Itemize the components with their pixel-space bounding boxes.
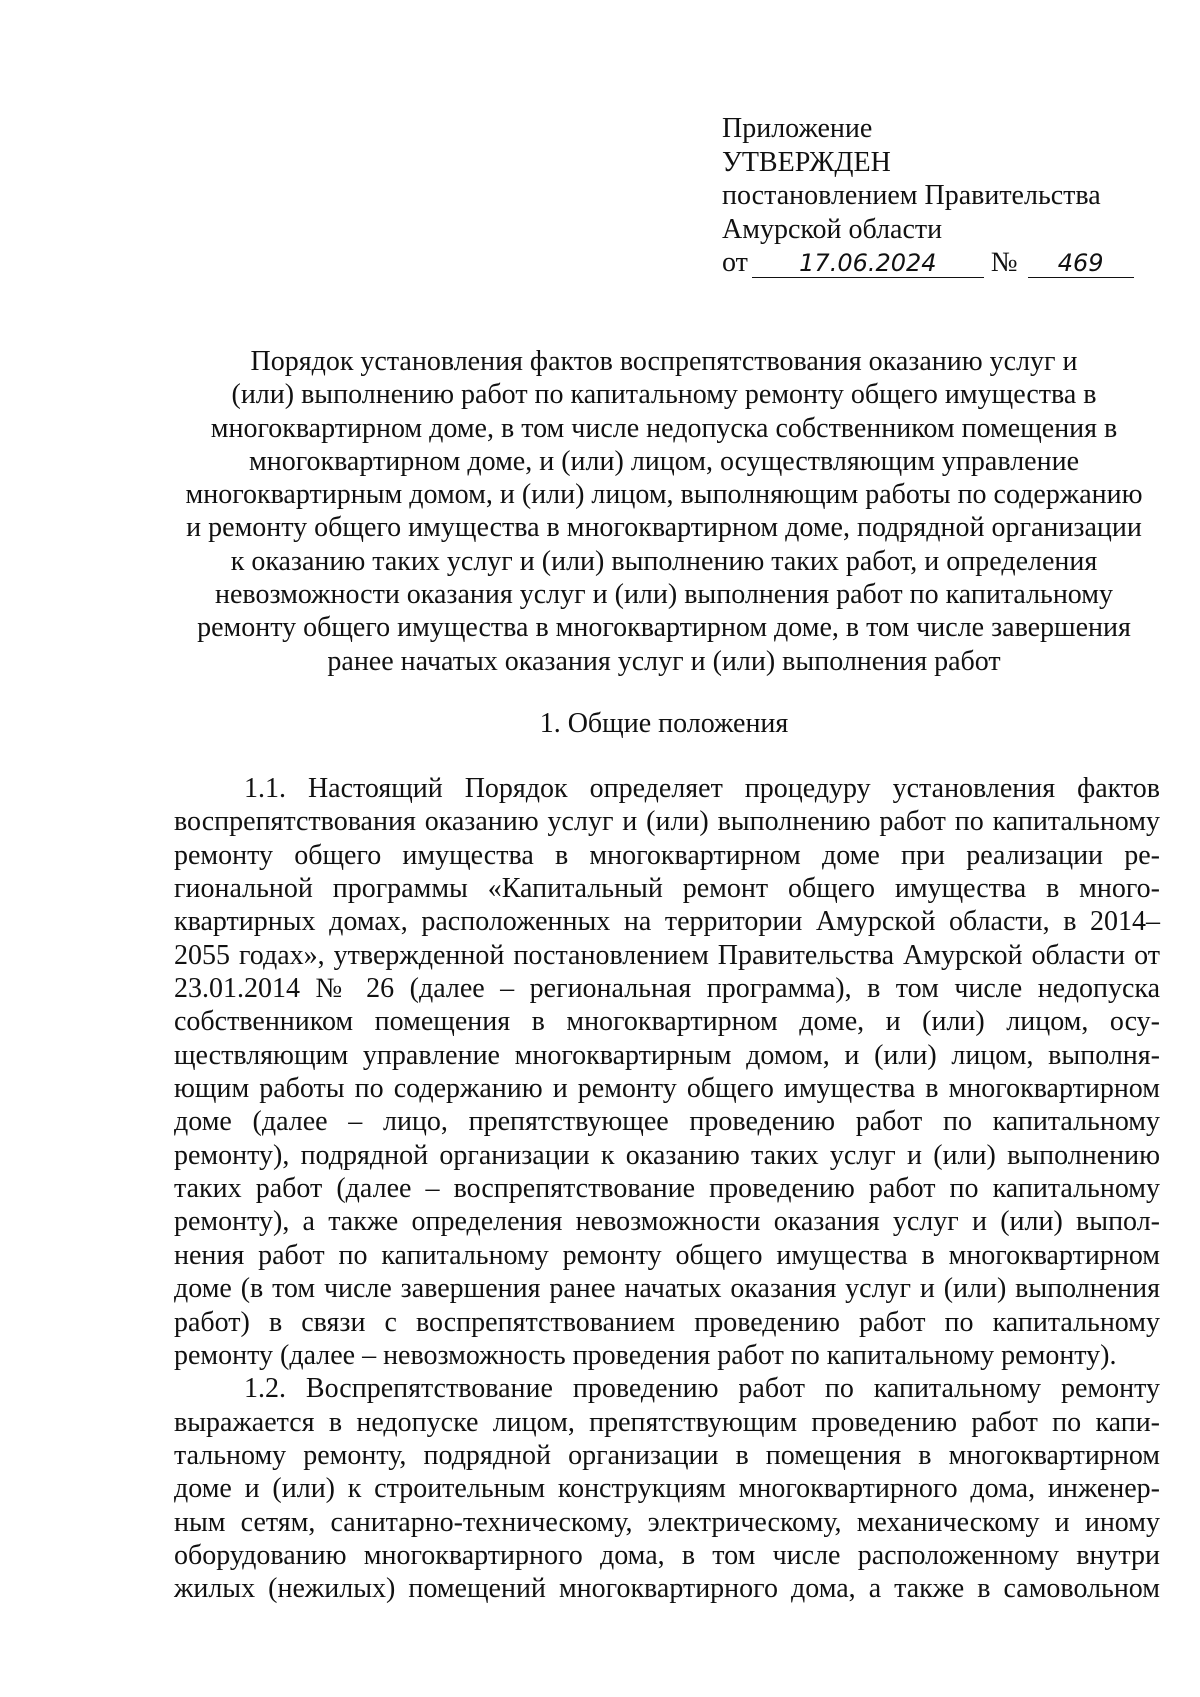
paragraph-line: доме и (или) к строительным конструкциям многоквартирного дома, инженер- bbox=[174, 1473, 1160, 1505]
paragraph-line: таких работ (далее – воспрепятствование проведению работ по капитальному bbox=[174, 1173, 1160, 1205]
paragraph-line: 1.2. Воспрепятствование проведению работ по капитальному ремонту bbox=[244, 1373, 1160, 1405]
title-line: ремонту общего имущества в многоквартирном доме, в том числе завершения bbox=[197, 612, 1131, 644]
paragraph-line: ремонту), подрядной организации к оказанию таких услуг и (или) выполнению bbox=[174, 1139, 1160, 1171]
paragraph-line: ным сетям, санитарно-техническому, электрическому, механическому и иному bbox=[174, 1506, 1160, 1538]
paragraph-line: квартирных домах, расположенных на территории Амурской области, в 2014– bbox=[174, 906, 1160, 938]
section-heading: 1. Общие положения bbox=[539, 708, 789, 739]
title-line: многоквартирном доме, в том числе недопуска собственником помещения в bbox=[210, 412, 1118, 444]
paragraph-line: собственником помещения в многоквартирном доме, и (или) лицом, осу- bbox=[174, 1006, 1160, 1038]
title-line: (или) выполнению работ по капитальному ремонту общего имущества в bbox=[231, 379, 1097, 411]
approval-region-label: Амурской области bbox=[722, 213, 943, 245]
approval-appendix-label: Приложение bbox=[722, 113, 873, 144]
title-line: и ремонту общего имущества в многоквартирном доме, подрядной организации bbox=[186, 512, 1142, 544]
paragraph-line: 1.1. Настоящий Порядок определяет процедуру установления фактов bbox=[244, 773, 1160, 804]
paragraph-line: оборудованию многоквартирного дома, в том числе расположенному внутри bbox=[174, 1539, 1160, 1571]
paragraph-line: ремонту (далее – невозможность проведения работ по капитальному ремонту). bbox=[174, 1339, 1117, 1371]
paragraph-line: выражается в недопуске лицом, препятствующим проведению работ по капи- bbox=[174, 1406, 1160, 1438]
paragraph-line: ремонту общего имущества в многоквартирном доме при реализации ре- bbox=[174, 839, 1160, 871]
title-line: многоквартирным домом, и (или) лицом, выполняющим работы по содержанию bbox=[185, 479, 1143, 511]
title-line: к оказанию таких услуг и (или) выполнению таких работ, и определения bbox=[230, 545, 1098, 577]
paragraph-line: доме (в том числе завершения ранее начатых оказания услуг и (или) выполнения bbox=[174, 1273, 1160, 1305]
title-line: Порядок установления фактов воспрепятствования оказанию услуг и bbox=[250, 346, 1078, 377]
paragraph-line: ществляющим управление многоквартирным домом, и (или) лицом, выполня- bbox=[174, 1039, 1160, 1071]
document-title bbox=[170, 345, 1158, 678]
title-line: невозможности оказания услуг и (или) выполнения работ по капитальному bbox=[215, 579, 1113, 611]
body-text bbox=[174, 772, 1160, 1606]
paragraph-line: работ) в связи с воспрепятствованием проведению работ по капитальному bbox=[174, 1306, 1160, 1338]
paragraph-line: гиональной программы «Капитальный ремонт общего имущества в много- bbox=[174, 873, 1160, 905]
approval-decree-label: постановлением Правительства bbox=[722, 180, 1101, 211]
paragraph-line: жилых (нежилых) помещений многоквартирного дома, а также в самовольном bbox=[174, 1573, 1160, 1605]
paragraph-line: ремонту), а также определения невозможности оказания услуг и (или) выпол- bbox=[174, 1206, 1160, 1238]
paragraph-line: 23.01.2014 № 26 (далее – региональная программа), в том числе недопуска bbox=[174, 973, 1160, 1005]
approval-approved-label: УТВЕРЖДЕН bbox=[722, 146, 891, 178]
title-line: многоквартирном доме, и (или) лицом, осуществляющим управление bbox=[248, 445, 1079, 477]
title-line: ранее начатых оказания услуг и (или) выполнения работ bbox=[327, 645, 1001, 677]
paragraph-line: нения работ по капитальному ремонту общего имущества в многоквартирном bbox=[174, 1239, 1160, 1271]
handwritten-number: 469 bbox=[1028, 249, 1134, 278]
handwritten-date: 17.06.2024 bbox=[752, 249, 984, 278]
approval-block bbox=[722, 112, 1134, 280]
paragraph-line: ющим работы по содержанию и ремонту общего имущества в многоквартирном bbox=[174, 1073, 1160, 1105]
paragraph-line: тальному ремонту, подрядной организации в помещения в многоквартирном bbox=[174, 1439, 1160, 1471]
paragraph-line: 2055 годах», утвержденной постановлением Правительства Амурской области от bbox=[174, 939, 1160, 971]
paragraph-line: воспрепятствования оказанию услуг и (или) выполнению работ по капитальному bbox=[174, 806, 1160, 838]
approval-date-line bbox=[722, 246, 1134, 280]
paragraph-line: доме (далее – лицо, препятствующее проведению работ по капитальному bbox=[174, 1106, 1160, 1138]
date-prefix: от bbox=[722, 247, 748, 278]
number-sign: № bbox=[990, 247, 1018, 278]
